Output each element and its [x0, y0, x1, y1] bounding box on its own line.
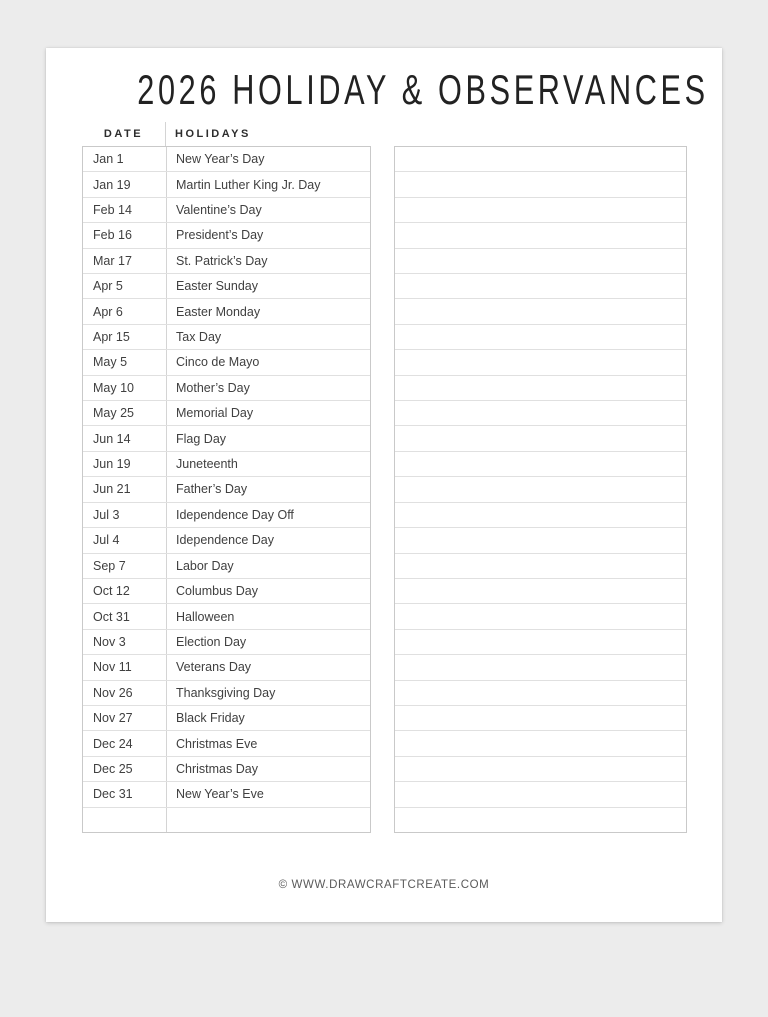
holiday-cell: Valentine’s Day — [176, 203, 262, 218]
note-line — [395, 350, 686, 375]
table-row — [83, 630, 370, 655]
holiday-table — [82, 146, 371, 833]
note-line — [395, 452, 686, 477]
date-cell: Jan 19 — [83, 172, 167, 196]
table-row — [83, 198, 370, 223]
holiday-cell: Memorial Day — [176, 406, 254, 421]
note-line — [395, 299, 686, 324]
table-row — [83, 528, 370, 553]
date-cell: Oct 12 — [83, 579, 167, 603]
table-row — [83, 477, 370, 502]
document-page — [46, 48, 722, 922]
notes-panel — [394, 146, 687, 833]
table-row — [83, 325, 370, 350]
date-column-header: DATE — [82, 122, 166, 146]
note-line — [395, 706, 686, 731]
holiday-cell: Tax Day — [176, 330, 222, 345]
date-cell: May 25 — [83, 401, 167, 425]
date-cell: Feb 14 — [83, 198, 167, 222]
table-row — [83, 223, 370, 248]
date-cell: Jun 14 — [83, 426, 167, 450]
note-line — [395, 147, 686, 172]
holiday-cell: Father’s Day — [176, 482, 248, 497]
note-line — [395, 681, 686, 706]
date-cell: Apr 6 — [83, 299, 167, 323]
table-row — [83, 579, 370, 604]
holiday-cell: Election Day — [176, 634, 247, 649]
holiday-cell: Cinco de Mayo — [176, 355, 260, 370]
table-row — [83, 249, 370, 274]
table-row — [83, 452, 370, 477]
date-cell: Dec 24 — [83, 731, 167, 755]
date-cell: Nov 27 — [83, 706, 167, 730]
table-row — [83, 147, 370, 172]
table-row — [83, 706, 370, 731]
date-cell: Oct 31 — [83, 604, 167, 628]
holiday-cell — [167, 808, 370, 832]
table-row — [83, 808, 370, 832]
note-line — [395, 808, 686, 832]
holiday-cell: New Year’s Day — [176, 152, 265, 167]
date-cell: May 10 — [83, 376, 167, 400]
note-line — [395, 782, 686, 807]
note-line — [395, 401, 686, 426]
date-cell: Jul 3 — [83, 503, 167, 527]
holiday-cell: Thanksgiving Day — [176, 685, 276, 700]
holiday-cell: Black Friday — [176, 711, 245, 726]
holiday-cell: Christmas Eve — [176, 736, 258, 751]
holiday-cell: Easter Monday — [176, 304, 261, 319]
date-cell: Mar 17 — [83, 249, 167, 273]
note-line — [395, 731, 686, 756]
date-cell — [83, 808, 167, 832]
holiday-cell: Labor Day — [176, 558, 234, 573]
holiday-cell: President’s Day — [176, 228, 264, 243]
holiday-cell: Columbus Day — [176, 584, 258, 599]
holiday-cell: Easter Sunday — [176, 279, 258, 294]
footer-credit: © WWW.DRAWCRAFTCREATE.COM — [278, 879, 490, 891]
table-row — [83, 350, 370, 375]
table-row — [83, 655, 370, 680]
date-cell: Jun 21 — [83, 477, 167, 501]
holiday-cell: St. Patrick’s Day — [176, 253, 268, 268]
date-cell: Sep 7 — [83, 554, 167, 578]
holidays-column-header: HOLIDAYS — [175, 128, 251, 140]
table-row — [83, 274, 370, 299]
date-cell: Nov 3 — [83, 630, 167, 654]
date-cell: Apr 5 — [83, 274, 167, 298]
note-line — [395, 477, 686, 502]
note-line — [395, 604, 686, 629]
note-line — [395, 172, 686, 197]
holiday-cell: Juneteenth — [176, 457, 238, 472]
note-line — [395, 757, 686, 782]
note-line — [395, 274, 686, 299]
note-line — [395, 249, 686, 274]
holiday-cell: New Year’s Eve — [176, 787, 264, 802]
note-line — [395, 198, 686, 223]
table-row — [83, 172, 370, 197]
note-line — [395, 325, 686, 350]
holiday-cell: Idependence Day Off — [176, 507, 294, 522]
table-row — [83, 681, 370, 706]
table-row — [83, 604, 370, 629]
table-row — [83, 426, 370, 451]
holiday-cell: Martin Luther King Jr. Day — [176, 177, 321, 192]
date-cell: Jan 1 — [83, 147, 167, 171]
date-cell: Jun 19 — [83, 452, 167, 476]
table-row — [83, 376, 370, 401]
holiday-cell: Veterans Day — [176, 660, 252, 675]
note-line — [395, 554, 686, 579]
table-row — [83, 299, 370, 324]
table-row — [83, 554, 370, 579]
date-cell: May 5 — [83, 350, 167, 374]
note-line — [395, 579, 686, 604]
note-line — [395, 630, 686, 655]
note-line — [395, 528, 686, 553]
date-cell: Feb 16 — [83, 223, 167, 247]
date-cell: Jul 4 — [83, 528, 167, 552]
note-line — [395, 426, 686, 451]
date-cell: Dec 31 — [83, 782, 167, 806]
date-cell: Dec 25 — [83, 757, 167, 781]
date-cell: Nov 26 — [83, 681, 167, 705]
page-title: 2026 HOLIDAY & OBSERVANCES — [137, 66, 709, 113]
holiday-cell: Halloween — [176, 609, 235, 624]
holiday-cell: Flag Day — [176, 431, 227, 446]
holiday-cell: Idependence Day — [176, 533, 274, 548]
holiday-cell: Christmas Day — [176, 761, 258, 776]
date-cell: Nov 11 — [83, 655, 167, 679]
table-row — [83, 782, 370, 807]
table-header — [82, 122, 371, 146]
table-row — [83, 757, 370, 782]
note-line — [395, 655, 686, 680]
holiday-cell: Mother’s Day — [176, 380, 250, 395]
table-row — [83, 401, 370, 426]
date-cell: Apr 15 — [83, 325, 167, 349]
note-line — [395, 223, 686, 248]
note-line — [395, 376, 686, 401]
table-row — [83, 731, 370, 756]
table-row — [83, 503, 370, 528]
note-line — [395, 503, 686, 528]
